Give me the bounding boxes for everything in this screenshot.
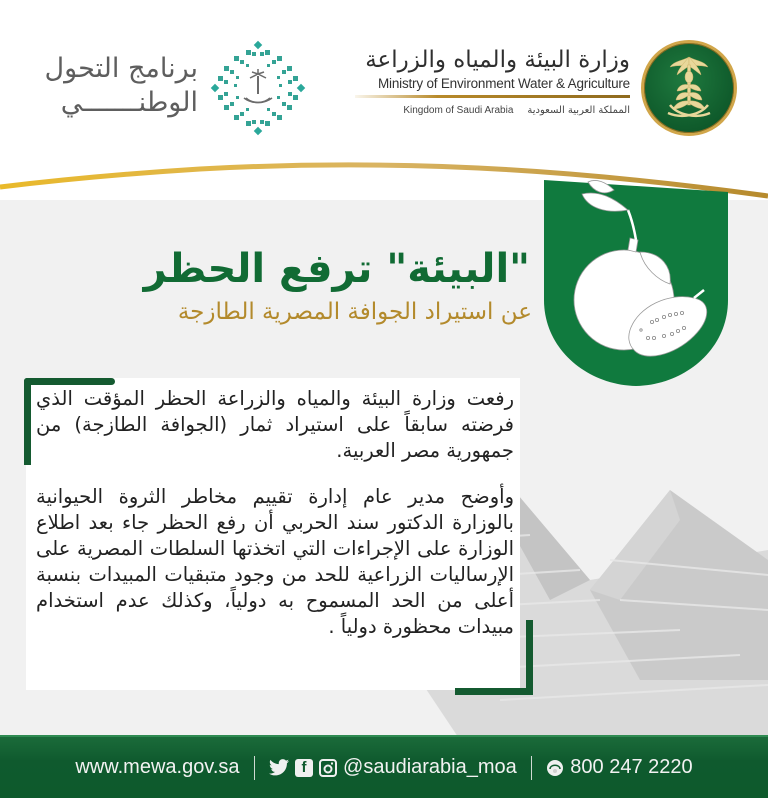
palm-swords-wheat-emblem-icon — [644, 43, 734, 133]
footer-separator — [254, 756, 256, 780]
ministry-name-block — [355, 46, 630, 116]
article-body — [36, 386, 514, 660]
ministry-name-arabic: وزارة البيئة والمياه والزراعة — [365, 47, 630, 73]
vision-star-palm-swords-icon — [210, 40, 306, 136]
phone-number[interactable]: 800 247 2220 — [570, 756, 693, 778]
social-handle-link[interactable]: @saudiarabia_moa — [343, 756, 517, 778]
headline-subtitle: عن استيراد الجوافة المصرية الطازجة — [177, 299, 532, 325]
vision-program-name — [30, 52, 198, 120]
website-link[interactable]: www.mewa.gov.sa — [75, 756, 240, 778]
guava-shield-badge — [544, 180, 728, 388]
ministry-gold-rule — [355, 95, 630, 98]
twitter-icon[interactable] — [269, 759, 289, 776]
kingdom-arabic: المملكة العربية السعودية — [527, 105, 630, 116]
vision-program-line2: الوطنـــــــي — [60, 87, 198, 118]
footer-separator — [531, 756, 533, 780]
headline-title: "البيئة" ترفع الحظر — [143, 246, 530, 292]
phone-support-icon — [546, 759, 564, 777]
ministry-name-english: Ministry of Environment Water & Agriculture — [378, 76, 630, 91]
facebook-icon[interactable]: f — [295, 759, 313, 777]
kingdom-english: Kingdom of Saudi Arabia — [403, 105, 514, 116]
headline-block — [110, 246, 530, 328]
vision-program-line1: برنامج التحول — [44, 53, 198, 84]
kingdom-line — [355, 105, 630, 116]
instagram-icon[interactable] — [319, 759, 337, 777]
ministry-emblem-logo — [641, 40, 737, 136]
article-paragraph-2: وأوضح مدير عام إدارة تقييم مخاطر الثروة الحيوانية بالوزارة الدكتور سند الحربي أن رفع الحظر جاء بعد اطلاع الوزارة على الإجراءات التي اتخذتها السلطات المصرية على الإرساليات الزراعية للحد من وجود متبقيات المبيدات بنسبة أعلى من الحد المسموح به دولياً، وكذلك عدم استخدام مبيدات محظورة دولياً . — [36, 485, 514, 638]
footer-bar — [0, 735, 768, 798]
header — [0, 0, 768, 200]
article-paragraph-1: رفعت وزارة البيئة والمياه والزراعة الحظر المؤقت الذي فرضته سابقاً على استيراد ثمار (الجوافة الطازجة) من جمهورية مصر العربية. — [36, 387, 514, 462]
